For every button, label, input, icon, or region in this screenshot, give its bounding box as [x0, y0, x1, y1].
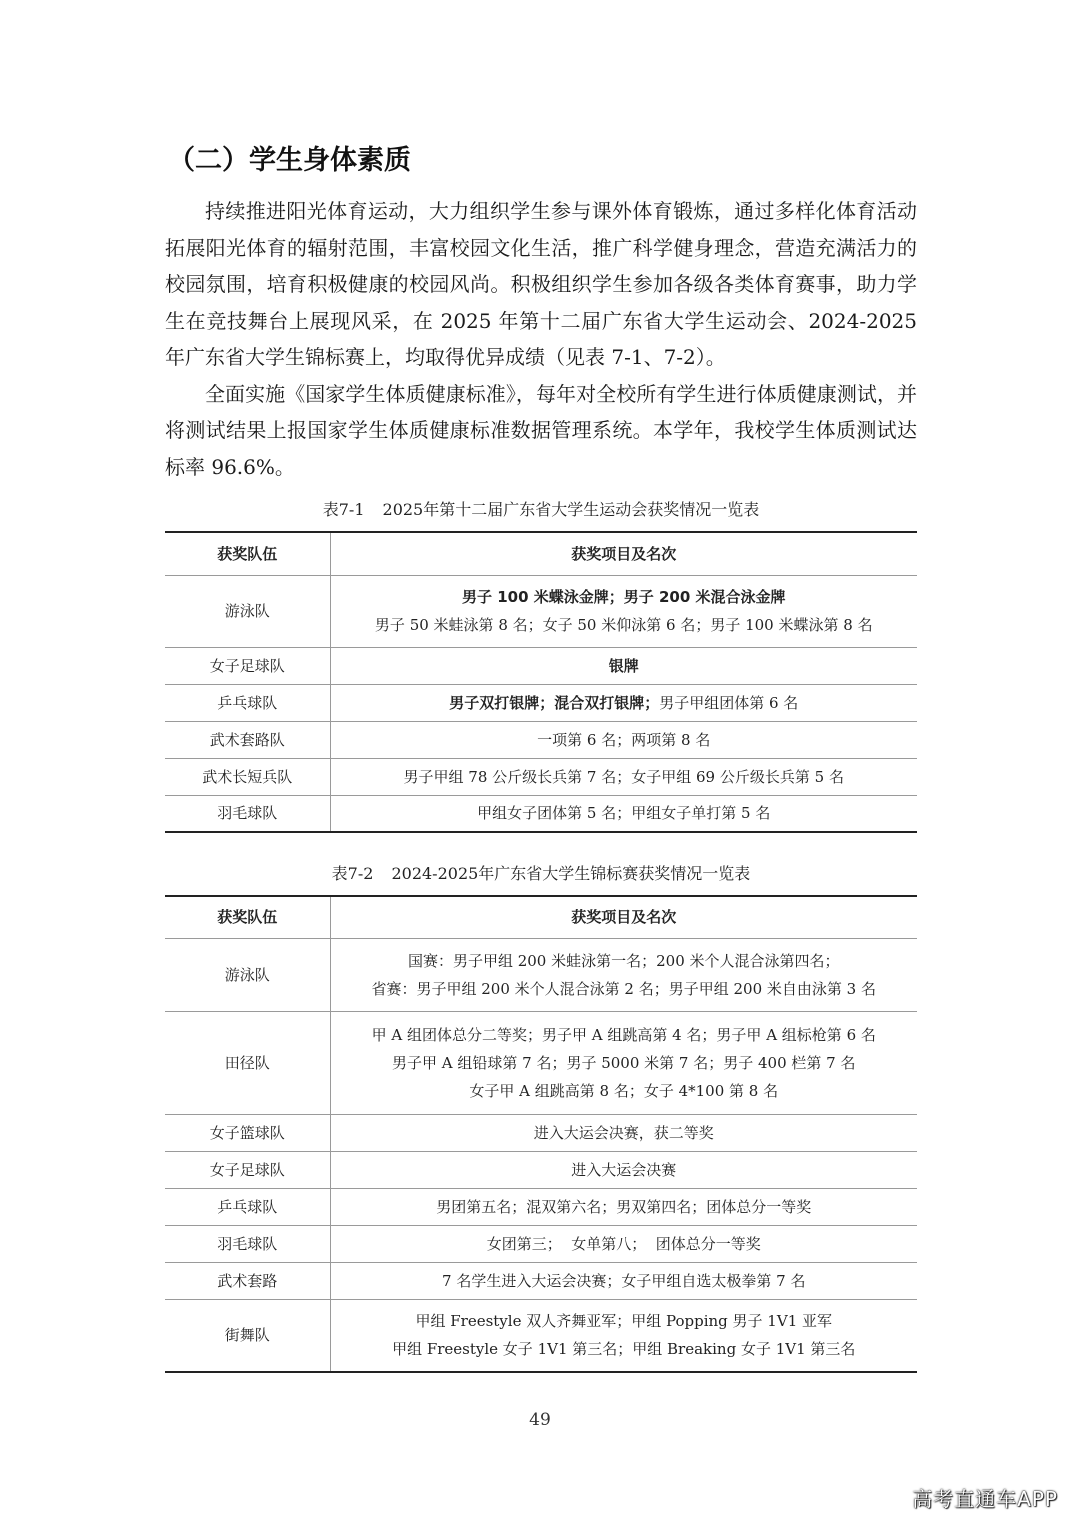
result-cell: 一项第 6 名；两项第 8 名 — [330, 721, 917, 758]
table-row — [165, 1151, 917, 1188]
result-cell — [330, 684, 917, 721]
team-cell: 游泳队 — [165, 575, 330, 647]
table-header-row — [165, 896, 917, 938]
result-line: 甲组 Freestyle 女子 1V1 第三名；甲组 Breaking 女子 1V1 第三名 — [392, 1340, 856, 1359]
result-normal: 男子甲组团体第 6 名 — [659, 693, 799, 712]
result-cell — [330, 575, 917, 647]
result-cell — [330, 647, 917, 684]
result-cell — [330, 938, 917, 1011]
team-cell: 乒乓球队 — [165, 1188, 330, 1225]
table-row — [165, 795, 917, 832]
result-line: 男子甲 A 组铅球第 7 名；男子 5000 米第 7 名；男子 400 栏第 7 名 — [392, 1053, 856, 1072]
result-bold: 男子双打银牌；混合双打银牌； — [449, 693, 660, 712]
team-cell: 羽毛球队 — [165, 795, 330, 832]
result-cell: 男团第五名；混双第六名；男双第四名；团体总分一等奖 — [330, 1188, 917, 1225]
result-cell: 女团第三； 女单第八； 团体总分一等奖 — [330, 1225, 917, 1262]
table1-caption — [165, 497, 917, 520]
team-cell: 田径队 — [165, 1011, 330, 1114]
result-line: 女子甲 A 组跳高第 8 名；女子 4*100 第 8 名 — [469, 1081, 779, 1100]
team-cell: 羽毛球队 — [165, 1225, 330, 1262]
header-result: 获奖项目及名次 — [330, 532, 917, 575]
result-cell — [330, 1011, 917, 1114]
table1 — [165, 531, 917, 833]
table2-caption — [165, 861, 917, 884]
result-cell: 男子甲组 78 公斤级长兵第 7 名；女子甲组 69 公斤级长兵第 5 名 — [330, 758, 917, 795]
header-team: 获奖队伍 — [165, 532, 330, 575]
table-header-row — [165, 532, 917, 575]
table2 — [165, 895, 917, 1373]
table-row — [165, 1188, 917, 1225]
result-cell — [330, 1299, 917, 1372]
watermark: 高考直通车APP — [912, 1487, 1058, 1511]
section-heading: （二）学生身体素质 — [168, 145, 411, 176]
table-row — [165, 721, 917, 758]
result-line: 甲组 Freestyle 双人齐舞亚军；甲组 Popping 男子 1V1 亚军 — [415, 1312, 832, 1331]
table2-caption-number: 表7-2 — [331, 864, 374, 883]
table-row — [165, 758, 917, 795]
result-cell: 进入大运会决赛 — [330, 1151, 917, 1188]
team-cell: 武术套路 — [165, 1262, 330, 1299]
table2-caption-title: 2024-2025年广东省大学生锦标赛获奖情况一览表 — [391, 864, 751, 883]
paragraph-2: 全面实施《国家学生体质健康标准》，每年对全校所有学生进行体质健康测试，并将测试结果上报国家学生体质健康标准数据管理系统。本学年，我校学生体质测试达标率 96.6%。 — [165, 381, 917, 479]
table-row — [165, 647, 917, 684]
result-line: 甲 A 组团体总分二等奖；男子甲 A 组跳高第 4 名；男子甲 A 组标枪第 6 名 — [371, 1025, 876, 1044]
team-cell: 女子篮球队 — [165, 1114, 330, 1151]
result-line: 省赛：男子甲组 200 米个人混合泳第 2 名；男子甲组 200 米自由泳第 3 名 — [371, 979, 876, 998]
table-row — [165, 1114, 917, 1151]
header-result: 获奖项目及名次 — [330, 896, 917, 938]
team-cell: 游泳队 — [165, 938, 330, 1011]
result-cell: 甲组女子团体第 5 名；甲组女子单打第 5 名 — [330, 795, 917, 832]
result-cell: 7 名学生进入大运会决赛；女子甲组自选太极拳第 7 名 — [330, 1262, 917, 1299]
table-row — [165, 1225, 917, 1262]
paragraph-1: 持续推进阳光体育运动，大力组织学生参与课外体育锻炼，通过多样化体育活动拓展阳光体育的辐射范围，丰富校园文化生活，推广科学健身理念，营造充满活力的校园氛围，培育积极健康的校园风尚。积极组织学生参加各级各类体育赛事，助力学生在竞技舞台上展现风采，在 2025 年第十二届广东省大学生运动会、2024-2025 年广东省大学生锦标赛上，均取得优异成绩（见表 7-1、7-2）。 — [165, 199, 917, 369]
result-bold: 银牌 — [608, 656, 639, 675]
team-cell: 女子足球队 — [165, 647, 330, 684]
table-row — [165, 1011, 917, 1114]
team-cell: 街舞队 — [165, 1299, 330, 1372]
table1-caption-number: 表7-1 — [322, 500, 365, 519]
team-cell: 武术长短兵队 — [165, 758, 330, 795]
team-cell: 女子足球队 — [165, 1151, 330, 1188]
table-row — [165, 938, 917, 1011]
page-number: 49 — [529, 1410, 551, 1430]
result-bold: 男子 100 米蝶泳金牌；男子 200 米混合泳金牌 — [461, 588, 786, 606]
table-row — [165, 684, 917, 721]
table-row — [165, 1262, 917, 1299]
result-cell: 进入大运会决赛，获二等奖 — [330, 1114, 917, 1151]
table-row — [165, 575, 917, 647]
table-row — [165, 1299, 917, 1372]
team-cell: 武术套路队 — [165, 721, 330, 758]
result-line: 国赛：男子甲组 200 米蛙泳第一名；200 米个人混合泳第四名； — [407, 951, 840, 970]
table1-caption-title: 2025年第十二届广东省大学生运动会获奖情况一览表 — [382, 500, 760, 519]
header-team: 获奖队伍 — [165, 896, 330, 938]
body-paragraphs — [165, 193, 917, 485]
result-normal: 男子 50 米蛙泳第 8 名；女子 50 米仰泳第 6 名；男子 100 米蝶泳第 8 名 — [374, 616, 873, 634]
team-cell: 乒乓球队 — [165, 684, 330, 721]
